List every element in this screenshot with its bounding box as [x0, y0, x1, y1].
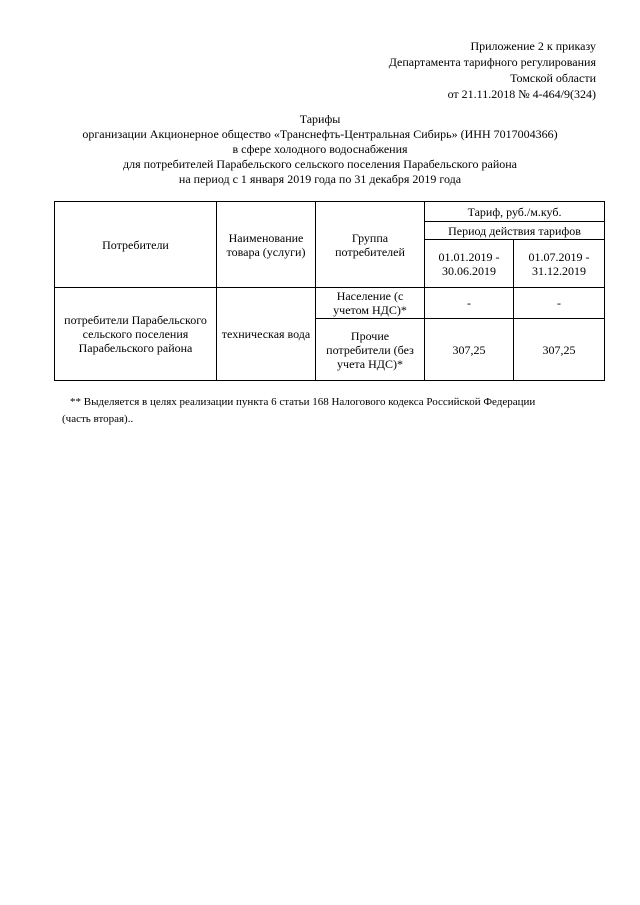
- group-cell: Население (с учетом НДС)*: [316, 288, 425, 319]
- header-consumers: Потребители: [55, 202, 217, 288]
- tariff-value-cell: 307,25: [425, 319, 514, 381]
- region-line: Томской области: [510, 71, 596, 85]
- title-period: на период с 1 января 2019 года по 31 декабря 2019 года: [178, 172, 462, 186]
- header-period: Период действия тарифов: [425, 222, 605, 240]
- table-row: [55, 288, 605, 319]
- footnote: [62, 394, 602, 428]
- group-cell: Прочие потребители (без учета НДС)*: [316, 319, 425, 381]
- title-organization: организации Акционерное общество «Транснефть-Центральная Сибирь» (ИНН 7017004366): [82, 127, 558, 141]
- department-line: Департамента тарифного регулирования: [388, 55, 596, 69]
- header-tariff: Тариф, руб./м.куб.: [425, 202, 605, 222]
- tariff-value-cell: -: [514, 288, 605, 319]
- tariff-table: [54, 201, 605, 381]
- document-title: [0, 112, 640, 187]
- footnote-line: (часть вторая)..: [62, 413, 134, 425]
- header-product: Наименование товара (услуги): [217, 202, 316, 288]
- header-group: Группа потребителей: [316, 202, 425, 288]
- product-cell: техническая вода: [217, 288, 316, 381]
- table-header-row: [55, 202, 605, 222]
- footnote-line: ** Выделяется в целях реализации пункта 6 статьи 168 Налогового кодекса Российской Федерации: [70, 396, 536, 408]
- title-sphere: в сфере холодного водоснабжения: [232, 142, 408, 156]
- tariff-value-cell: -: [425, 288, 514, 319]
- order-date-number: от 21.11.2018 № 4-464/9(324): [447, 87, 596, 101]
- header-period-2: 01.07.2019 - 31.12.2019: [514, 240, 605, 288]
- tariff-value-cell: 307,25: [514, 319, 605, 381]
- order-reference: [389, 38, 596, 102]
- consumer-cell: потребители Парабельского сельского поселения Парабельского района: [55, 288, 217, 381]
- title-consumers: для потребителей Парабельского сельского поселения Парабельского района: [123, 157, 517, 171]
- appendix-line: Приложение 2 к приказу: [470, 39, 596, 53]
- header-period-1: 01.01.2019 - 30.06.2019: [425, 240, 514, 288]
- title-heading: Тарифы: [299, 112, 341, 126]
